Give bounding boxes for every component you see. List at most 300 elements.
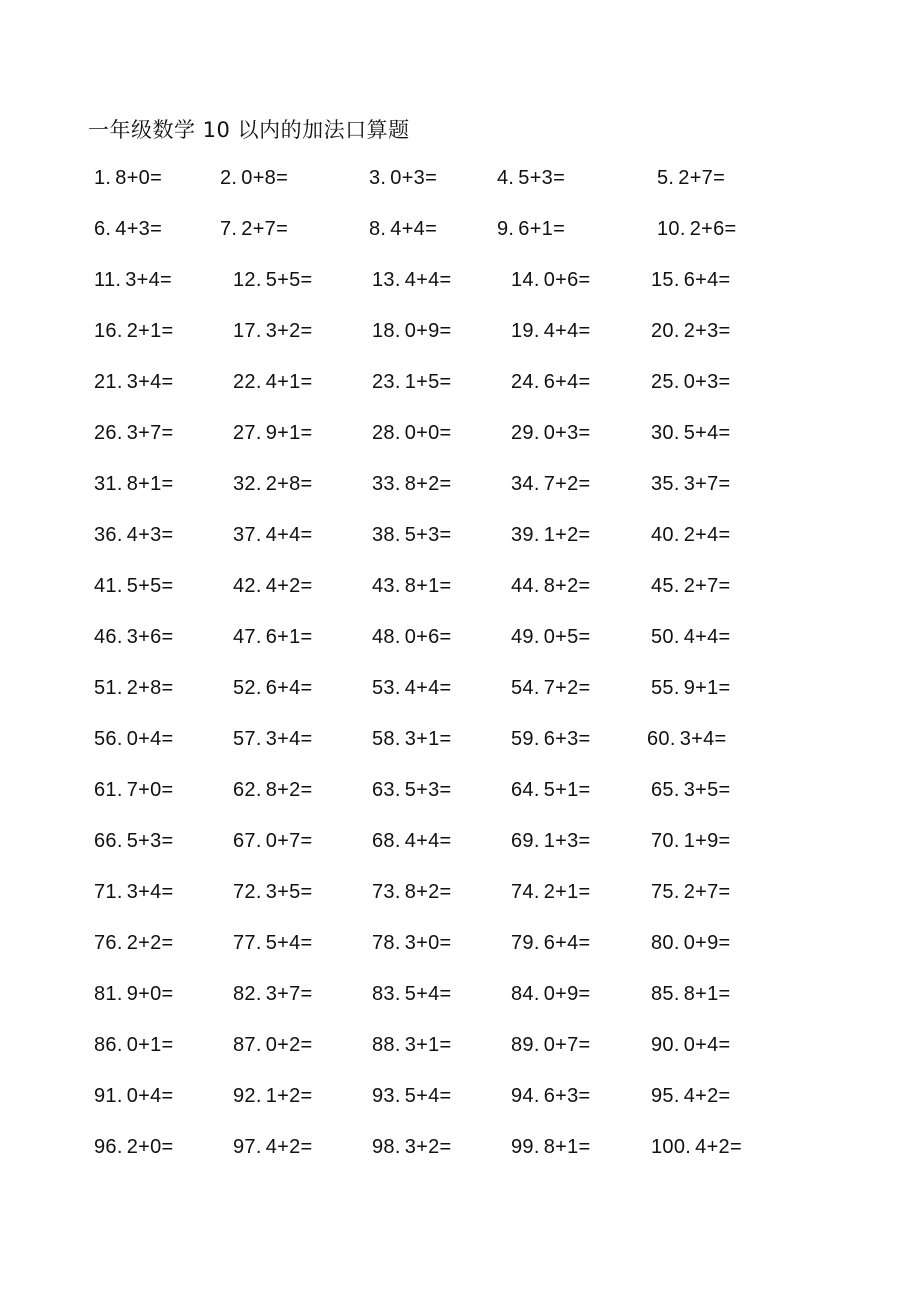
problem-expression: 0+9= — [543, 983, 591, 1005]
problem-item — [94, 979, 174, 1009]
problem-expression: 5+1= — [543, 779, 591, 801]
problem-number: 89. — [511, 1034, 540, 1056]
problem-item — [651, 1132, 742, 1162]
problem-number: 34. — [511, 473, 540, 495]
problem-expression: 0+7= — [543, 1034, 591, 1056]
problem-expression: 2+0= — [126, 1136, 174, 1158]
problem-expression: 1+5= — [404, 371, 452, 393]
problem-expression: 3+5= — [683, 779, 731, 801]
problem-item — [372, 1030, 452, 1060]
problem-item — [372, 622, 452, 652]
problem-expression: 3+4= — [679, 728, 727, 750]
problem-number: 92. — [233, 1085, 262, 1107]
problem-expression: 8+2= — [404, 881, 452, 903]
problem-expression: 5+3= — [404, 524, 452, 546]
problem-number: 11. — [94, 269, 122, 291]
problem-row — [0, 214, 920, 244]
problem-item — [233, 367, 313, 397]
problem-number: 77. — [233, 932, 262, 954]
problem-item — [233, 877, 313, 907]
problem-expression: 3+1= — [404, 728, 452, 750]
problem-expression: 0+9= — [404, 320, 452, 342]
problem-number: 63. — [372, 779, 401, 801]
problem-expression: 4+4= — [390, 218, 438, 240]
problem-item — [511, 1030, 591, 1060]
problem-number: 35. — [651, 473, 680, 495]
problem-expression: 5+5= — [126, 575, 174, 597]
problem-item — [94, 316, 174, 346]
problem-item — [651, 826, 731, 856]
problem-expression: 2+1= — [126, 320, 174, 342]
problem-expression: 7+2= — [543, 473, 591, 495]
problem-item — [372, 928, 452, 958]
problem-item — [511, 1132, 591, 1162]
problem-expression: 5+4= — [404, 1085, 452, 1107]
problem-number: 26. — [94, 422, 123, 444]
problem-row — [0, 520, 920, 550]
problem-row — [0, 877, 920, 907]
problem-number: 50. — [651, 626, 680, 648]
problem-item — [651, 1030, 731, 1060]
problem-item — [94, 571, 174, 601]
problem-number: 65. — [651, 779, 680, 801]
problem-number: 78. — [372, 932, 401, 954]
problem-item — [372, 418, 452, 448]
problem-item — [372, 520, 452, 550]
problem-expression: 2+7= — [678, 167, 726, 189]
problem-item — [94, 775, 174, 805]
problem-expression: 0+4= — [126, 728, 174, 750]
problem-expression: 3+4= — [125, 269, 173, 291]
problem-row — [0, 367, 920, 397]
problem-expression: 8+0= — [115, 167, 163, 189]
problem-number: 52. — [233, 677, 262, 699]
problem-number: 43. — [372, 575, 401, 597]
problem-item — [372, 877, 452, 907]
problem-item — [511, 775, 591, 805]
problem-expression: 0+4= — [683, 1034, 731, 1056]
problem-expression: 0+9= — [683, 932, 731, 954]
problem-expression: 0+6= — [404, 626, 452, 648]
problem-number: 1. — [94, 167, 112, 189]
page-title: 一年级数学 10 以内的加法口算题 — [88, 118, 410, 142]
problem-number: 18. — [372, 320, 401, 342]
problem-number: 62. — [233, 779, 262, 801]
problem-item — [511, 520, 591, 550]
problem-number: 10. — [657, 218, 686, 240]
problem-item — [372, 367, 452, 397]
problem-number: 71. — [94, 881, 123, 903]
problem-expression: 6+4= — [543, 932, 591, 954]
problem-item — [511, 418, 591, 448]
problem-expression: 9+0= — [126, 983, 174, 1005]
problem-expression: 4+2= — [695, 1136, 742, 1158]
problem-row — [0, 1030, 920, 1060]
problem-expression: 4+2= — [265, 1136, 313, 1158]
problem-expression: 0+4= — [126, 1085, 174, 1107]
problem-expression: 4+2= — [265, 575, 313, 597]
problem-item — [94, 469, 174, 499]
problem-expression: 8+2= — [404, 473, 452, 495]
problem-number: 58. — [372, 728, 401, 750]
problem-number: 7. — [220, 218, 238, 240]
problem-item — [511, 622, 591, 652]
problem-number: 54. — [511, 677, 540, 699]
problem-expression: 3+4= — [126, 371, 174, 393]
problem-expression: 7+0= — [126, 779, 174, 801]
problem-expression: 1+2= — [265, 1085, 313, 1107]
problem-number: 91. — [94, 1085, 123, 1107]
problem-number: 53. — [372, 677, 401, 699]
problem-expression: 3+7= — [126, 422, 174, 444]
problem-number: 33. — [372, 473, 401, 495]
problem-number: 67. — [233, 830, 262, 852]
problem-item — [651, 1081, 731, 1111]
problem-item — [511, 265, 591, 295]
problem-number: 87. — [233, 1034, 262, 1056]
problem-number: 15. — [651, 269, 680, 291]
problem-number: 61. — [94, 779, 123, 801]
problem-expression: 2+6= — [689, 218, 737, 240]
problem-expression: 6+1= — [265, 626, 313, 648]
problem-number: 42. — [233, 575, 262, 597]
problem-item — [233, 1132, 313, 1162]
problem-item — [511, 877, 591, 907]
problem-row — [0, 1132, 920, 1162]
problem-item — [94, 724, 174, 754]
problem-expression: 4+4= — [683, 626, 731, 648]
problem-expression: 3+1= — [404, 1034, 452, 1056]
problem-number: 44. — [511, 575, 540, 597]
problem-expression: 9+1= — [683, 677, 731, 699]
problem-item — [233, 316, 313, 346]
problem-expression: 8+1= — [404, 575, 452, 597]
problem-row — [0, 418, 920, 448]
problem-row — [0, 775, 920, 805]
problem-item — [511, 724, 591, 754]
problem-item — [233, 1030, 313, 1060]
problem-number: 73. — [372, 881, 401, 903]
problem-item — [94, 265, 172, 295]
problem-row — [0, 826, 920, 856]
problem-item — [651, 571, 731, 601]
problem-number: 60. — [647, 728, 676, 750]
problem-expression: 0+6= — [543, 269, 591, 291]
problem-number: 83. — [372, 983, 401, 1005]
problem-item — [220, 163, 288, 193]
problem-row — [0, 724, 920, 754]
problem-number: 13. — [372, 269, 401, 291]
problem-item — [372, 1081, 452, 1111]
problem-expression: 3+2= — [404, 1136, 452, 1158]
problem-expression: 4+4= — [404, 830, 452, 852]
problem-item — [94, 1081, 174, 1111]
problem-number: 3. — [369, 167, 387, 189]
problem-item — [369, 214, 437, 244]
problem-item — [233, 826, 313, 856]
problem-expression: 5+3= — [404, 779, 452, 801]
problem-item — [651, 877, 731, 907]
problem-item — [511, 571, 591, 601]
problem-item — [233, 1081, 313, 1111]
problem-number: 97. — [233, 1136, 262, 1158]
problem-number: 14. — [511, 269, 540, 291]
problem-row — [0, 571, 920, 601]
problem-item — [372, 826, 452, 856]
problem-expression: 5+3= — [518, 167, 566, 189]
problem-expression: 6+3= — [543, 728, 591, 750]
problem-number: 94. — [511, 1085, 540, 1107]
problem-number: 6. — [94, 218, 112, 240]
problem-number: 96. — [94, 1136, 123, 1158]
problem-row — [0, 265, 920, 295]
problem-expression: 2+7= — [683, 881, 731, 903]
problem-expression: 0+3= — [683, 371, 731, 393]
problem-expression: 2+8= — [126, 677, 174, 699]
problem-number: 70. — [651, 830, 680, 852]
problem-expression: 5+4= — [265, 932, 313, 954]
problem-expression: 6+4= — [265, 677, 313, 699]
problem-item — [651, 367, 731, 397]
problem-item — [651, 520, 731, 550]
problem-number: 20. — [651, 320, 680, 342]
problem-item — [511, 928, 591, 958]
problem-expression: 0+0= — [404, 422, 452, 444]
problem-expression: 6+4= — [543, 371, 591, 393]
problem-item — [657, 214, 737, 244]
problem-item — [372, 571, 452, 601]
problem-item — [94, 520, 174, 550]
problem-number: 68. — [372, 830, 401, 852]
problem-item — [511, 1081, 591, 1111]
problem-expression: 0+7= — [265, 830, 313, 852]
problem-expression: 2+1= — [543, 881, 591, 903]
problem-expression: 8+1= — [683, 983, 731, 1005]
problem-item — [220, 214, 288, 244]
problem-expression: 4+4= — [543, 320, 591, 342]
problem-expression: 0+3= — [543, 422, 591, 444]
problem-number: 9. — [497, 218, 515, 240]
problem-row — [0, 622, 920, 652]
problem-expression: 2+4= — [683, 524, 731, 546]
problem-expression: 4+3= — [126, 524, 174, 546]
problem-expression: 5+4= — [683, 422, 731, 444]
problem-item — [497, 214, 565, 244]
problem-item — [233, 571, 313, 601]
problem-item — [233, 724, 313, 754]
problem-expression: 5+5= — [265, 269, 313, 291]
problem-item — [497, 163, 565, 193]
problem-number: 29. — [511, 422, 540, 444]
problem-item — [651, 265, 731, 295]
problem-item — [369, 163, 437, 193]
problem-number: 98. — [372, 1136, 401, 1158]
problem-number: 51. — [94, 677, 123, 699]
problem-number: 24. — [511, 371, 540, 393]
problem-item — [94, 1132, 174, 1162]
problem-number: 2. — [220, 167, 238, 189]
problem-number: 69. — [511, 830, 540, 852]
problem-number: 64. — [511, 779, 540, 801]
problem-expression: 2+8= — [265, 473, 313, 495]
problem-item — [94, 673, 174, 703]
problem-expression: 3+4= — [126, 881, 174, 903]
problem-expression: 1+3= — [543, 830, 591, 852]
problem-expression: 6+4= — [683, 269, 731, 291]
problem-expression: 3+2= — [265, 320, 313, 342]
problem-number: 30. — [651, 422, 680, 444]
problem-number: 56. — [94, 728, 123, 750]
problem-item — [94, 367, 174, 397]
problem-number: 16. — [94, 320, 123, 342]
problem-item — [94, 1030, 174, 1060]
problem-row — [0, 979, 920, 1009]
problem-number: 75. — [651, 881, 680, 903]
problem-item — [372, 316, 452, 346]
problem-number: 36. — [94, 524, 123, 546]
problem-number: 55. — [651, 677, 680, 699]
problem-number: 19. — [511, 320, 540, 342]
problem-number: 37. — [233, 524, 262, 546]
problem-item — [94, 163, 162, 193]
problem-number: 5. — [657, 167, 675, 189]
problem-number: 80. — [651, 932, 680, 954]
problem-expression: 0+5= — [543, 626, 591, 648]
problem-expression: 2+7= — [241, 218, 289, 240]
problem-number: 86. — [94, 1034, 123, 1056]
problem-expression: 0+1= — [126, 1034, 174, 1056]
problem-item — [94, 928, 174, 958]
problem-number: 46. — [94, 626, 123, 648]
problem-number: 32. — [233, 473, 262, 495]
problem-item — [233, 418, 313, 448]
problem-item — [651, 418, 731, 448]
problem-number: 27. — [233, 422, 262, 444]
problem-item — [94, 622, 174, 652]
problem-number: 47. — [233, 626, 262, 648]
problem-row — [0, 928, 920, 958]
problem-item — [372, 673, 452, 703]
problem-expression: 3+6= — [126, 626, 174, 648]
problem-number: 66. — [94, 830, 123, 852]
problem-number: 59. — [511, 728, 540, 750]
problem-expression: 3+0= — [404, 932, 452, 954]
problem-item — [511, 367, 591, 397]
problem-item — [651, 928, 731, 958]
problem-item — [233, 775, 313, 805]
problem-row — [0, 673, 920, 703]
problem-number: 95. — [651, 1085, 680, 1107]
problem-row — [0, 469, 920, 499]
problem-item — [233, 520, 313, 550]
problem-item — [651, 622, 731, 652]
problem-expression: 4+4= — [265, 524, 313, 546]
problem-expression: 6+1= — [518, 218, 566, 240]
problem-expression: 3+4= — [265, 728, 313, 750]
problem-item — [651, 673, 731, 703]
problem-item — [511, 826, 591, 856]
problem-number: 25. — [651, 371, 680, 393]
problem-item — [94, 877, 174, 907]
problem-item — [233, 673, 313, 703]
problem-expression: 5+3= — [126, 830, 174, 852]
problem-item — [657, 163, 725, 193]
problem-number: 100. — [651, 1136, 692, 1158]
problem-expression: 0+2= — [265, 1034, 313, 1056]
problem-expression: 0+3= — [390, 167, 438, 189]
problem-number: 76. — [94, 932, 123, 954]
problem-number: 40. — [651, 524, 680, 546]
problem-number: 82. — [233, 983, 262, 1005]
problem-number: 72. — [233, 881, 262, 903]
problem-number: 17. — [233, 320, 262, 342]
problem-number: 39. — [511, 524, 540, 546]
problem-item — [511, 979, 591, 1009]
problem-number: 57. — [233, 728, 262, 750]
problem-expression: 2+3= — [683, 320, 731, 342]
problem-expression: 8+2= — [265, 779, 313, 801]
problem-item — [94, 826, 174, 856]
problem-number: 21. — [94, 371, 123, 393]
problem-item — [233, 979, 313, 1009]
problem-expression: 3+7= — [265, 983, 313, 1005]
problem-expression: 8+2= — [543, 575, 591, 597]
problem-item — [233, 622, 313, 652]
problem-expression: 8+1= — [126, 473, 174, 495]
problem-item — [511, 316, 591, 346]
problem-number: 90. — [651, 1034, 680, 1056]
problem-number: 88. — [372, 1034, 401, 1056]
problem-item — [372, 724, 452, 754]
problem-item — [233, 469, 313, 499]
problem-expression: 3+7= — [683, 473, 731, 495]
problem-item — [647, 724, 727, 754]
problem-expression: 9+1= — [265, 422, 313, 444]
problem-expression: 4+2= — [683, 1085, 731, 1107]
problem-item — [233, 265, 313, 295]
problem-number: 99. — [511, 1136, 540, 1158]
problem-number: 48. — [372, 626, 401, 648]
problem-item — [233, 928, 313, 958]
problem-item — [372, 775, 452, 805]
problem-number: 4. — [497, 167, 515, 189]
problem-number: 49. — [511, 626, 540, 648]
problem-expression: 4+3= — [115, 218, 163, 240]
problem-number: 79. — [511, 932, 540, 954]
problem-number: 23. — [372, 371, 401, 393]
problem-item — [651, 469, 731, 499]
problem-number: 31. — [94, 473, 123, 495]
problem-item — [651, 979, 731, 1009]
problem-item — [372, 979, 452, 1009]
problem-expression: 6+3= — [543, 1085, 591, 1107]
problem-number: 74. — [511, 881, 540, 903]
problem-expression: 3+5= — [265, 881, 313, 903]
problem-expression: 1+9= — [683, 830, 731, 852]
problem-expression: 4+4= — [404, 269, 452, 291]
problem-item — [94, 418, 174, 448]
problem-expression: 5+4= — [404, 983, 452, 1005]
problem-item — [651, 775, 731, 805]
problem-item — [651, 316, 731, 346]
problem-expression: 4+1= — [265, 371, 313, 393]
problem-item — [511, 673, 591, 703]
problem-number: 84. — [511, 983, 540, 1005]
problem-row — [0, 316, 920, 346]
problem-number: 8. — [369, 218, 387, 240]
problem-item — [372, 265, 452, 295]
problem-expression: 2+7= — [683, 575, 731, 597]
